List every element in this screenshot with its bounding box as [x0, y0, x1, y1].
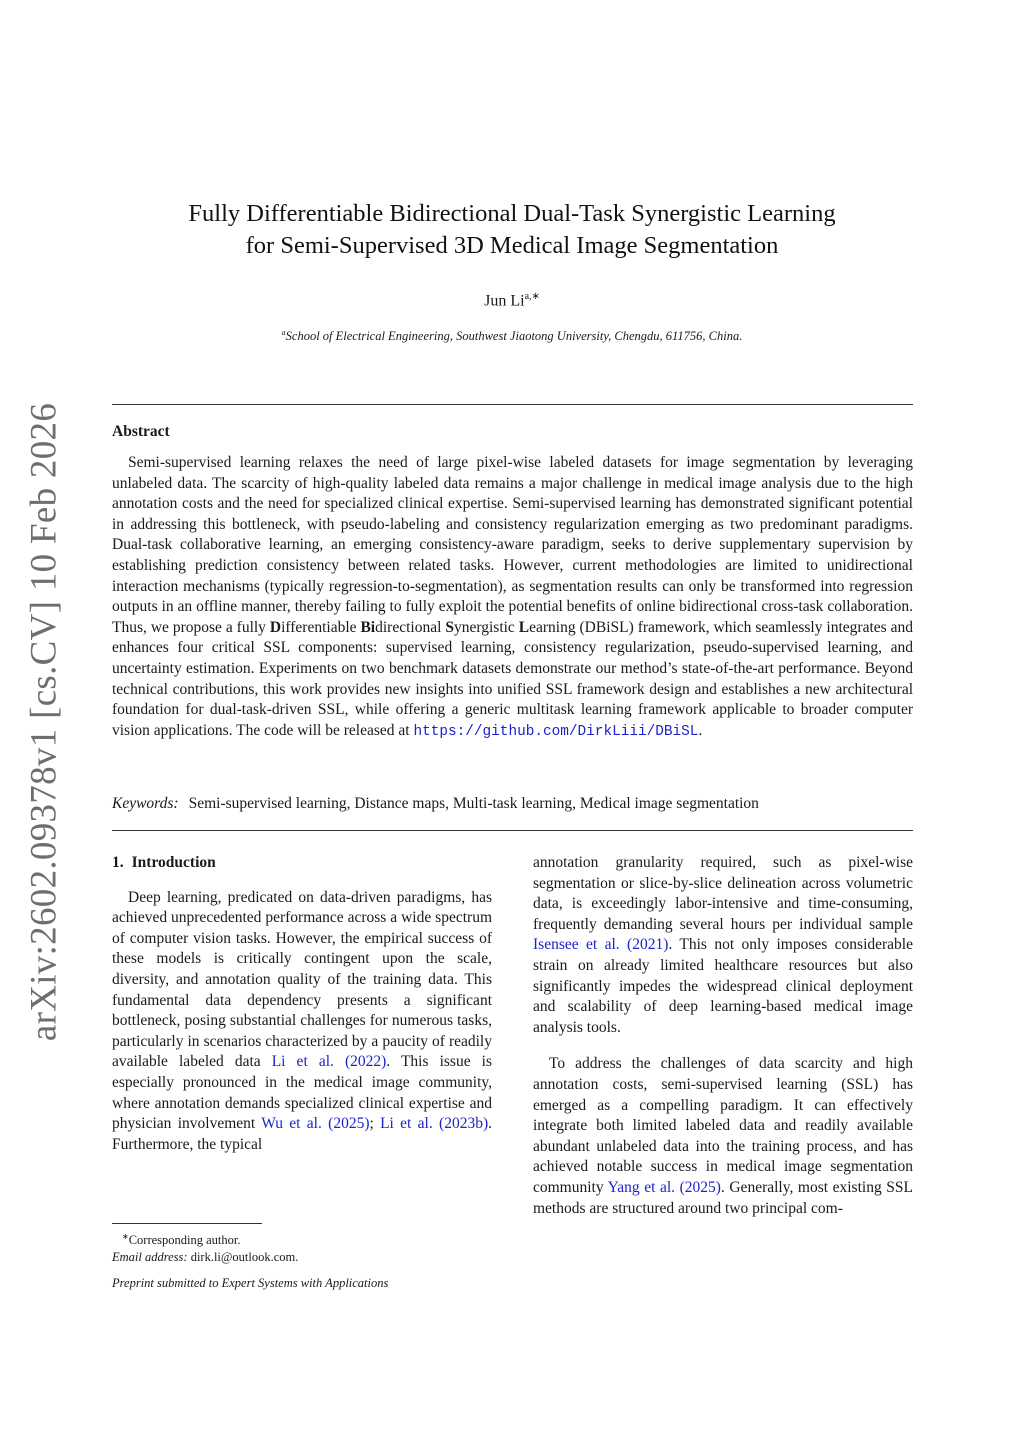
- footnote-rule: [112, 1223, 262, 1224]
- intro-paragraph-2: [533, 1054, 913, 1219]
- acronym-bi: Bi: [360, 618, 376, 636]
- section-number: 1.: [112, 854, 124, 871]
- intro-text-a: Deep learning, predicated on data-driven paradigms, has achieved unprecedented performance across a wide spectrum of computer vision tasks. However, the empirical success of these models is critically contingent upon the scale, diversity, and annotation quality of the training data. This fundamental data dependency presents a significant bottleneck, posing substantial challenges for numerous tasks, particularly in scenarios characterized by a paucity of readily available labeled data: [112, 888, 492, 1071]
- footnote-corresponding-text: Corresponding author.: [128, 1233, 241, 1248]
- acronym-d-rest: ifferentiable: [281, 618, 361, 636]
- footnote-corresponding: [112, 1228, 492, 1249]
- acronym-l-rest: earning: [529, 618, 576, 636]
- keywords-list: Semi-supervised learning, Distance maps, Multi-task learning, Medical image segmentation: [188, 795, 759, 812]
- citation-year: 2023b: [444, 1115, 483, 1133]
- keywords: [112, 795, 913, 813]
- intro-text-e: . This not only imposes considerable strain on already limited healthcare resources but also significantly impedes the widespread clinical deployment and scalability of deep learning-based medical image analysis tools.: [533, 936, 913, 1036]
- citation-author: Li et al.: [380, 1115, 433, 1133]
- left-column: [112, 853, 492, 1155]
- author: [112, 291, 912, 310]
- affiliation-mark: a: [281, 328, 286, 337]
- citation-year: 2022: [350, 1053, 382, 1071]
- intro-paragraph-1: Deep learning, predicated on data-driven paradigms, has achieved unprecedented performance across a wide spectrum of computer vision tasks. However, the empirical success of these models is critically contingent upon the scale, diversity, and annotation quality of the training data. This fundamental data dependency presents a significant bottleneck, posing substantial challenges for numerous tasks, particularly in scenarios characterized by a paucity of readily available labeled data Li et al. (2022). This issue is especially pronounced in the medical image community, where annotation demands specialized clinical expertise and physician involvement Wu et al. (2025); Li et al. (2023b). Furthermore, the typical: [112, 888, 492, 1153]
- intro-text-d: annotation granularity required, such as pixel-wise segmentation or slice-by-slice delineation across volumetric data, is exceedingly labor-intensive and time-consuming, frequently demanding several hours per individual sample: [533, 854, 913, 933]
- title-line-1: Fully Differentiable Bidirectional Dual-Task Synergistic Learning: [188, 200, 836, 227]
- email-label: Email address:: [112, 1250, 188, 1265]
- citation-wu-2025[interactable]: Wu et al. (2025): [261, 1115, 370, 1133]
- intro-text-c: . Furthermore, the typical: [112, 1115, 492, 1153]
- author-name: Jun Li: [484, 292, 525, 310]
- footnote-mark: ∗: [122, 1232, 129, 1241]
- title-line-2: for Semi-Supervised 3D Medical Image Segmentation: [245, 232, 779, 259]
- citation-yang-2025[interactable]: Yang et al. (2025): [607, 1178, 721, 1196]
- code-link[interactable]: https://github.com/DirkLiii/DBiSL: [413, 723, 699, 740]
- preprint-note: Preprint submitted to Expert Systems with Applications: [112, 1276, 389, 1290]
- citation-author: Yang et al.: [607, 1178, 676, 1196]
- abstract-end: .: [698, 721, 703, 739]
- right-column: [533, 853, 913, 1219]
- email-address[interactable]: dirk.li@outlook.com.: [190, 1250, 299, 1265]
- citation-isensee-2021[interactable]: Isensee et al. (2021): [533, 936, 669, 954]
- author-marks: a,∗: [524, 291, 540, 302]
- paper-title: [112, 198, 912, 262]
- affiliation: [112, 328, 912, 344]
- abstract-body: [112, 453, 913, 742]
- acronym-bi-rest: directional: [375, 618, 446, 636]
- citation-author: Isensee et al.: [533, 936, 620, 954]
- keywords-label: Keywords:: [112, 795, 179, 812]
- intro-text-g: . Generally, most existing SSL methods are structured around two principal com-: [533, 1178, 913, 1217]
- citation-year: 2025: [333, 1115, 365, 1133]
- abstract-heading: Abstract: [112, 423, 170, 440]
- acronym-d: D: [269, 618, 282, 636]
- abstract-bottom-rule: [112, 830, 913, 831]
- footnote-email: [112, 1249, 492, 1266]
- abstract-part-2: (DBiSL) framework, which seamlessly integrates and enhances four critical SSL components: supervised learning, consistency regularization, pseudo-supervised learning, and uncertainty estimation. Experiments on two benchmark datasets demonstrate our method’s state-of-the-art performance. Beyond technical contributions, this work provides new insights into unified SSL framework design and establishes a new architectural foundation for dual-task-driven SSL, while offering a generic multitask learning framework applicable to broader computer vision applications. The code will be released at: [112, 618, 913, 739]
- citation-year: 2021: [632, 936, 664, 954]
- acronym-s-rest: ynergistic: [453, 618, 519, 636]
- citation-author: Wu et al.: [261, 1115, 322, 1133]
- section-heading-introduction: [112, 853, 492, 874]
- acronym-l: L: [518, 618, 530, 636]
- footnote: [112, 1228, 492, 1266]
- citation-li-2023b[interactable]: Li et al. (2023b): [380, 1115, 489, 1133]
- citation-li-2022[interactable]: Li et al. (2022): [271, 1053, 387, 1071]
- arxiv-side-stamp: arXiv:2602.09378v1 [cs.CV] 10 Feb 2026: [23, 402, 65, 1042]
- abstract-part-1: Semi-supervised learning relaxes the need of large pixel-wise labeled datasets for image segmentation by leveraging unlabeled data. The scarcity of high-quality labeled data remains a major challenge in medical image analysis due to the high annotation costs and the need for specialized clinical expertise. Semi-supervised learning has demonstrated significant potential in addressing this bottleneck, with pseudo-labeling and consistency regularization emerging as two predominant paradigms. Dual-task collaborative learning, an emerging consistency-aware paradigm, seeks to derive supplementary supervision by establishing prediction consistency between related tasks. However, current methodologies are limited to unidirectional interaction mechanisms (typically regression-to-segmentation), as segmentation results can only be transformed into regression outputs in an offline manner, thereby failing to fully exploit the potential benefits of online bidirectional cross-task collaboration. Thus, we propose a fully: [112, 454, 913, 636]
- abstract-top-rule: [112, 404, 913, 405]
- intro-text-f: To address the challenges of data scarcity and high annotation costs, semi-supervised learning (SSL) has emerged as a compelling paradigm. It can effectively integrate both limited labeled data and readily available abundant unlabeled data into the training process, and has achieved notable success in medical image segmentation community: [533, 1055, 913, 1196]
- section-title: Introduction: [131, 854, 216, 871]
- citation-year: 2025: [684, 1178, 716, 1196]
- intro-text-b: . This issue is especially pronounced in the medical image community, where annotation demands specialized clinical expertise and physician involvement: [112, 1053, 492, 1133]
- acronym-s: S: [445, 618, 454, 636]
- citation-author: Li et al.: [271, 1053, 334, 1071]
- intro-paragraph-1-continued: [533, 853, 913, 1038]
- affiliation-text: School of Electrical Engineering, Southwest Jiaotong University, Chengdu, 611756, China.: [285, 329, 743, 344]
